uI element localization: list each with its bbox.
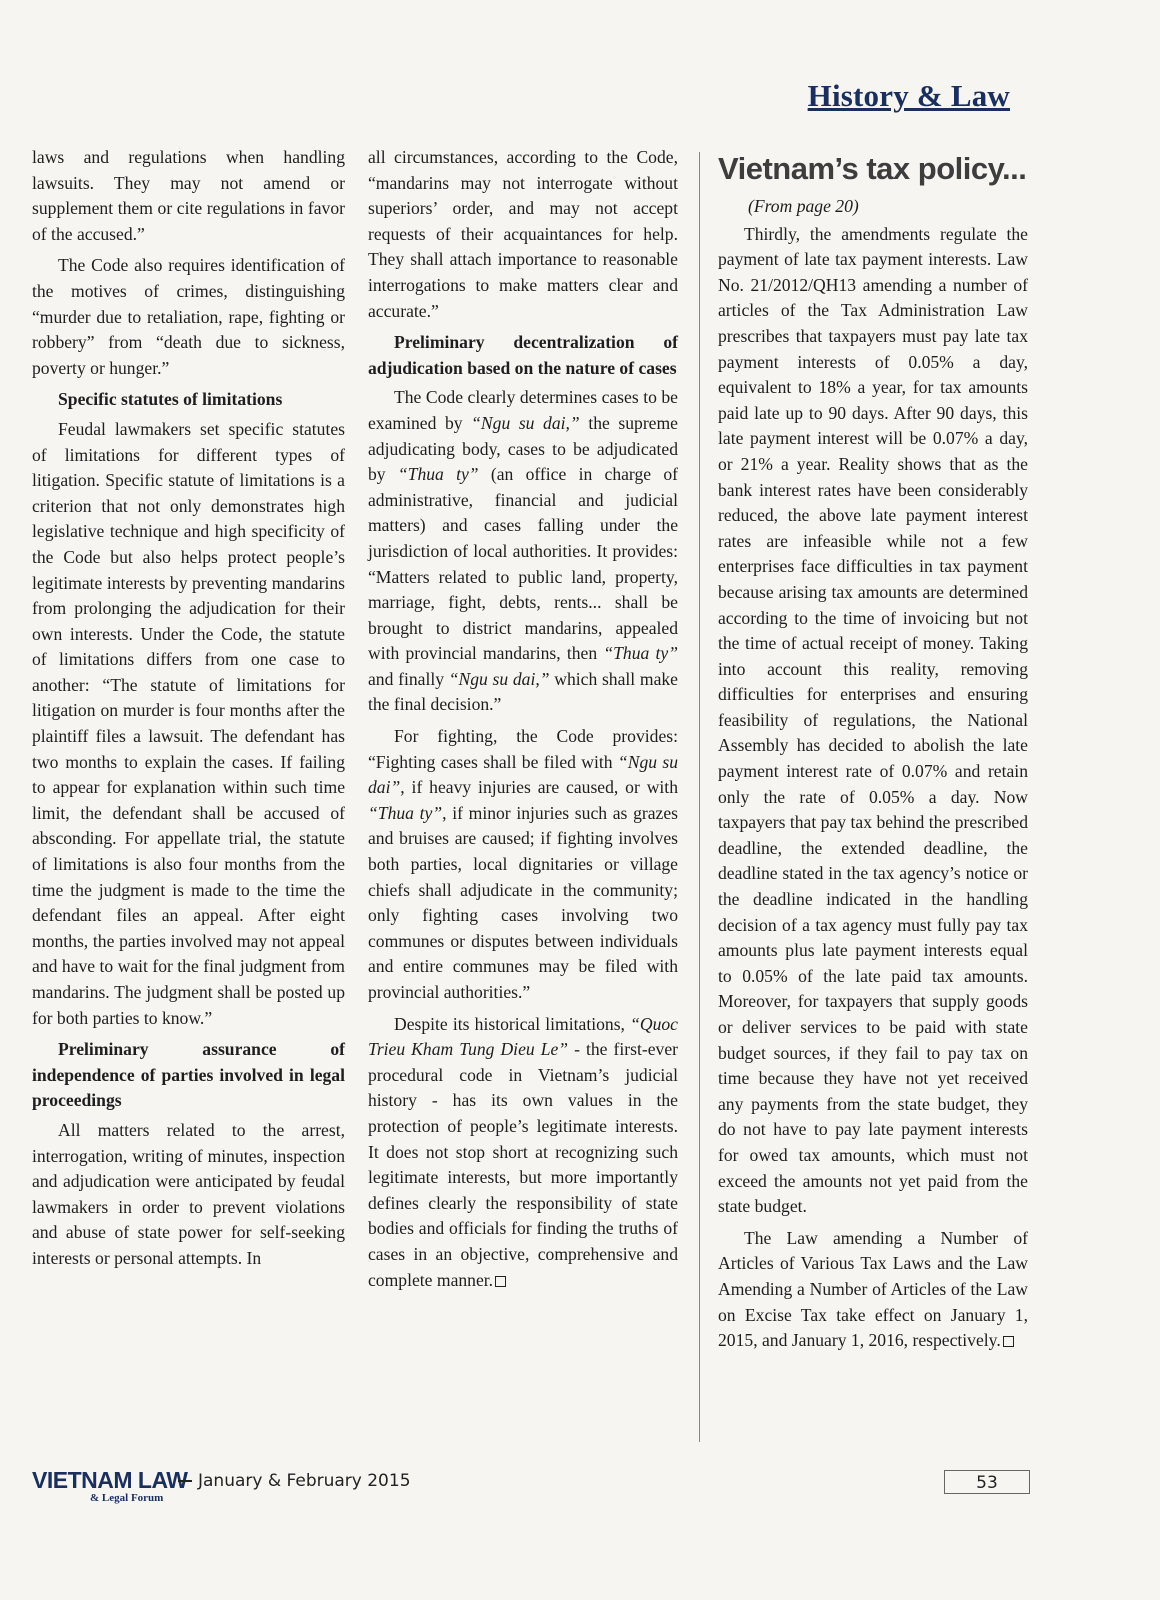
subheading: Preliminary assurance of independence of parties involved in legal proceedings	[32, 1039, 345, 1111]
article-column-1	[32, 145, 345, 1278]
logo-subtitle: & Legal Forum	[90, 1492, 164, 1504]
subheading: Preliminary decentralization of adjudication based on the nature of cases	[368, 332, 678, 378]
paragraph: all circumstances, according to the Code, “mandarins may not interrogate without superiors’ order, and may not accept requests of their acquaintances for help. They shall attach importance to reasonable interrogations to make matters clear and accurate.”	[368, 147, 678, 321]
paragraph: Feudal lawmakers set specific statutes of limitations for different types of litigation. Specific statute of limitations is a criterion that not only demonstrates high legislative technique and high specificity of the Code but also helps protect people’s legitimate interests by preventing mandarins from prolonging the adjudication for their own interests. Under the Code, the statute of limitations differs from one case to another: “The statute of limitations for litigation on murder is four months after the plaintiff files a lawsuit. The defendant has two months to explain the cases. If failing to appear for explanation within such time limit, the defendant shall be accused of absconding. For appellate trial, the statute of limitations is also four months from the time the judgment is made to the time the defendant files an appeal. After eight months, the parties involved may not appeal and have to wait for the final judgment from mandarins. The judgment shall be posted up for both parties to know.”	[32, 418, 345, 1028]
page-number: 53	[944, 1470, 1030, 1494]
column-divider	[699, 152, 700, 1442]
paragraph: The Code clearly determines cases to be examined by “Ngu su dai,” the supreme adjudicating body, cases to be adjudicated by “Thua ty” (an office in charge of administrative, financial and judicial matters) and cases falling under the jurisdiction of local authorities. It provides: “Matters related to public land, property, marriage, fight, debts, rents... shall be brought to district mandarins, appealed with provincial mandarins, then “Thua ty” and finally “Ngu su dai,” which shall make the final decision.”	[368, 387, 679, 715]
article-column-2	[368, 145, 678, 1299]
paragraph: Despite its historical limitations, “Quoc Trieu Kham Tung Dieu Le” - the first-ever procedural code in Vietnam’s judicial history - has its own values in the protection of people’s legitimate interests. It does not stop short at recognizing such legitimate interests, but more importantly defines clearly the responsibility of state bodies and officials for finding the truths of cases in an objective, comprehensive and complete manner.	[368, 1013, 678, 1290]
paragraph: For fighting, the Code provides: “Fighting cases shall be filed with “Ngu su dai”, if heavy injuries are caused, or with “Thua ty”, if minor injuries such as grazes and bruises are caused; if fighting involves both parties, local dignitaries or village chiefs shall adjudicate in the community; only fighting cases involving two communes or disputes between individuals and entire communes may be filed with provincial authorities.”	[368, 726, 679, 1002]
article-column-3	[718, 150, 1028, 1360]
paragraph: laws and regulations when handling lawsuits. They may not amend or supplement them or cite regulations in favor of the accused.”	[32, 147, 345, 244]
publication-logo	[32, 1468, 188, 1504]
paragraph: The Code also requires identification of the motives of crimes, distinguishing “murder due to retaliation, rape, fighting or robbery” from “death due to sickness, poverty or hunger.”	[32, 255, 345, 378]
logo-title: VIETNAM LAW	[32, 1467, 188, 1493]
end-mark-icon	[495, 1276, 506, 1287]
end-mark-icon	[1003, 1336, 1014, 1347]
subheading: Specific statutes of limitations	[58, 389, 283, 410]
paragraph: All matters related to the arrest, interrogation, writing of minutes, inspection and adjudication were anticipated by feudal lawmakers in order to prevent violations and abuse of state power for self-seeking interests or personal attempts. In	[32, 1119, 345, 1268]
paragraph: Thirdly, the amendments regulate the payment of late tax payment interests. Law No. 21/2012/QH13 amending a number of articles of the Tax Administration Law prescribes that taxpayers must pay late tax payment interests of 0.05% a day, equivalent to 18% a year, for tax amounts paid late up to 90 days. After 90 days, this late payment interest will be 0.07% a day, or 21% a year. Reality shows that as the bank interest rates have been considerably reduced, the above late payment interest rates are infeasible while not a few enterprises face difficulties in tax payment because arising tax amounts are determined according to the time of invoicing but not the time of actual receipt of money. Taking into account this reality, removing difficulties for enterprises and ensuring feasibility of regulations, the National Assembly has decided to abolish the late payment interest rate of 0.07% and retain only the rate of 0.05% a day. Now taxpayers that pay tax behind the prescribed deadline, the extended deadline, the deadline stated in the tax agency’s notice or the deadline indicated in the handling decision of a tax agency must fully pay tax amounts plus late payment interests equal to 0.05% of the late paid tax amounts. Moreover, for taxpayers that supply goods or deliver services to be paid with state budget sources, if they fail to pay tax on time because they have not yet received any payments from the state budget, they do not have to pay late payment interests for owed tax amounts, which must not exceed the amounts not yet paid from the state budget.	[718, 223, 1028, 1217]
issue-date: January & February 2015	[178, 1471, 411, 1491]
article-title: Vietnam’s tax policy...	[718, 151, 1027, 186]
paragraph: The Law amending a Number of Articles of Various Tax Laws and the Law Amending a Number of Articles of the Law on Excise Tax take effect on January 1, 2015, and January 1, 2016, respectively.	[718, 1227, 1028, 1351]
section-title: History & Law	[807, 78, 1010, 113]
continuation-note: (From page 20)	[748, 196, 859, 216]
